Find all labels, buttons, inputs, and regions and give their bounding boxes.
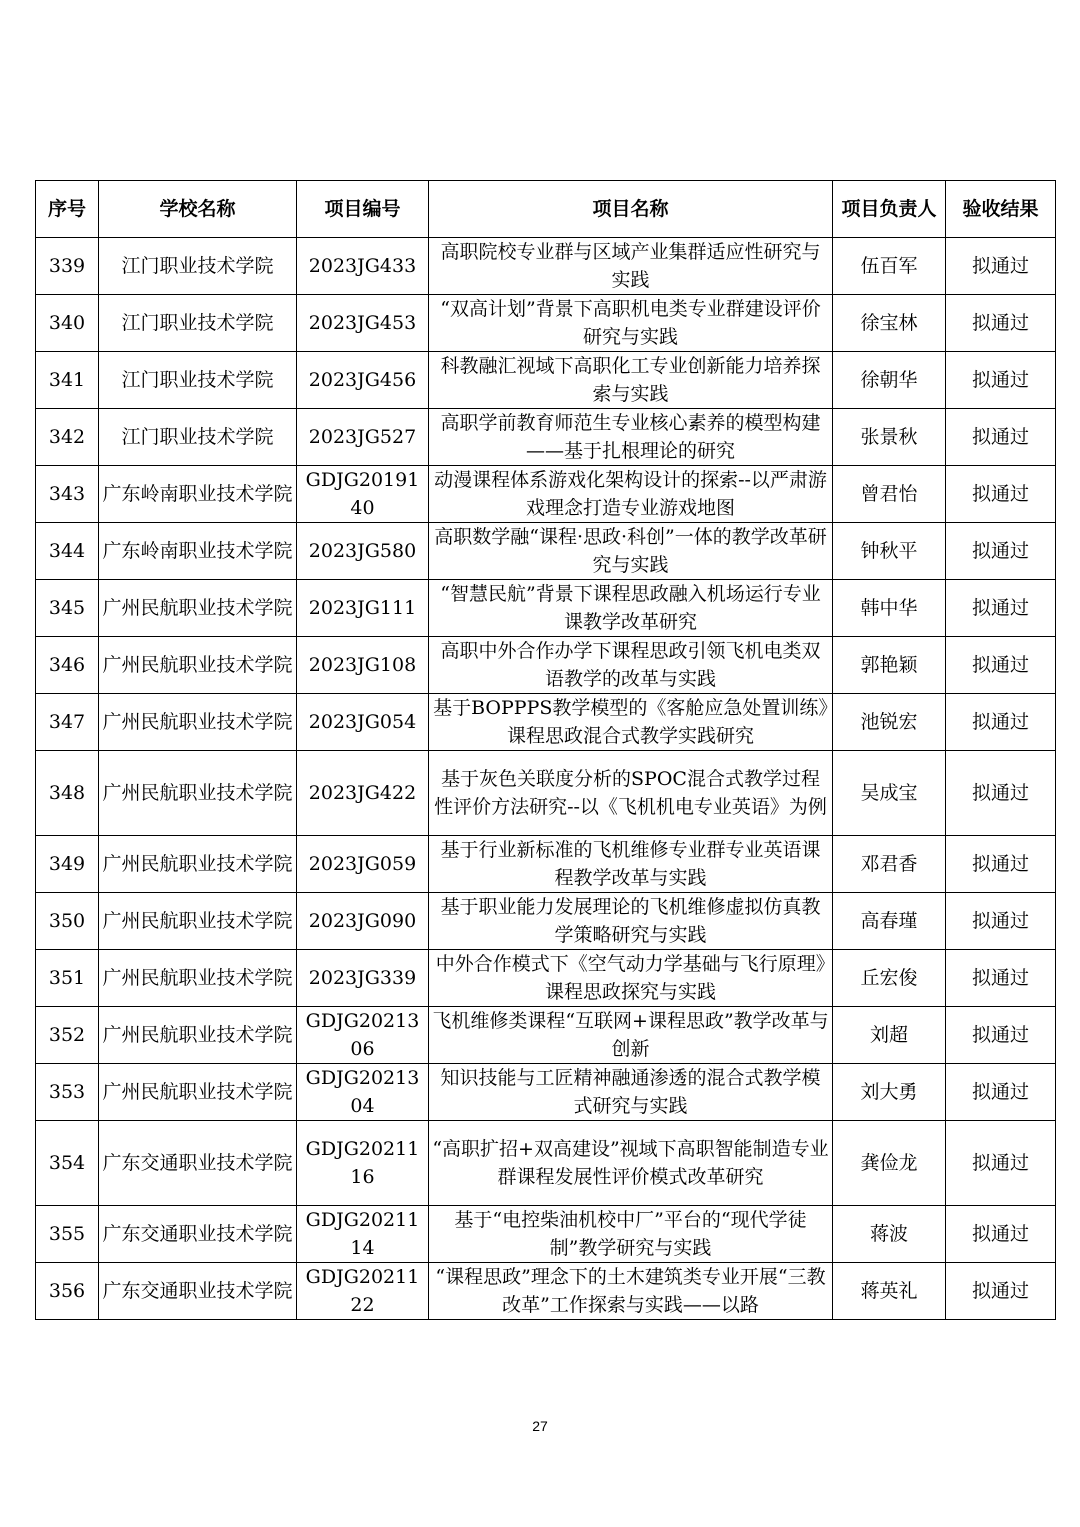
table-row	[36, 950, 1056, 1007]
cell-leader: 刘超	[833, 1007, 946, 1064]
cell-result: 拟通过	[946, 637, 1056, 694]
cell-project: 高职中外合作办学下课程思政引领飞机电类双语教学的改革与实践	[429, 637, 833, 694]
cell-result: 拟通过	[946, 1206, 1056, 1263]
cell-school: 广州民航职业技术学院	[99, 1007, 297, 1064]
cell-result: 拟通过	[946, 836, 1056, 893]
cell-code: 2023JG580	[297, 523, 429, 580]
table-header-row	[36, 181, 1056, 238]
cell-serial: 345	[36, 580, 99, 637]
cell-serial: 348	[36, 751, 99, 836]
cell-code: 2023JG108	[297, 637, 429, 694]
cell-code: 2023JG453	[297, 295, 429, 352]
cell-code: GDJG2019140	[297, 466, 429, 523]
table-row	[36, 238, 1056, 295]
cell-project: “课程思政”理念下的土木建筑类专业开展“三教改革”工作探索与实践——以路	[429, 1263, 833, 1320]
table-row	[36, 893, 1056, 950]
cell-school: 江门职业技术学院	[99, 352, 297, 409]
cell-serial: 350	[36, 893, 99, 950]
cell-school: 广州民航职业技术学院	[99, 580, 297, 637]
cell-project: 基于BOPPPS教学模型的《客舱应急处置训练》课程思政混合式教学实践研究	[429, 694, 833, 751]
cell-result: 拟通过	[946, 1007, 1056, 1064]
cell-result: 拟通过	[946, 238, 1056, 295]
cell-project: 高职院校专业群与区域产业集群适应性研究与实践	[429, 238, 833, 295]
table-row	[36, 637, 1056, 694]
cell-school: 广东交通职业技术学院	[99, 1263, 297, 1320]
cell-code: 2023JG054	[297, 694, 429, 751]
cell-project: “双高计划”背景下高职机电类专业群建设评价研究与实践	[429, 295, 833, 352]
cell-result: 拟通过	[946, 751, 1056, 836]
cell-school: 广州民航职业技术学院	[99, 637, 297, 694]
cell-result: 拟通过	[946, 1121, 1056, 1206]
cell-code: GDJG2021116	[297, 1121, 429, 1206]
cell-project: 基于“电控柴油机校中厂”平台的“现代学徒制”教学研究与实践	[429, 1206, 833, 1263]
cell-school: 广州民航职业技术学院	[99, 893, 297, 950]
cell-school: 江门职业技术学院	[99, 295, 297, 352]
cell-code: GDJG2021306	[297, 1007, 429, 1064]
table-row	[36, 352, 1056, 409]
table-row	[36, 409, 1056, 466]
header-serial-number: 序号	[36, 181, 99, 238]
header-school-name: 学校名称	[99, 181, 297, 238]
cell-leader: 池锐宏	[833, 694, 946, 751]
cell-project: 知识技能与工匠精神融通渗透的混合式教学模式研究与实践	[429, 1064, 833, 1121]
cell-leader: 蒋波	[833, 1206, 946, 1263]
cell-serial: 351	[36, 950, 99, 1007]
cell-leader: 蒋英礼	[833, 1263, 946, 1320]
cell-result: 拟通过	[946, 466, 1056, 523]
cell-code: 2023JG090	[297, 893, 429, 950]
cell-project: 科教融汇视域下高职化工专业创新能力培养探索与实践	[429, 352, 833, 409]
cell-leader: 钟秋平	[833, 523, 946, 580]
cell-result: 拟通过	[946, 352, 1056, 409]
cell-leader: 郭艳颖	[833, 637, 946, 694]
header-project-name: 项目名称	[429, 181, 833, 238]
cell-code: 2023JG433	[297, 238, 429, 295]
table-row	[36, 295, 1056, 352]
cell-school: 广州民航职业技术学院	[99, 836, 297, 893]
cell-serial: 340	[36, 295, 99, 352]
cell-serial: 353	[36, 1064, 99, 1121]
table-row	[36, 466, 1056, 523]
table-row	[36, 1206, 1056, 1263]
cell-code: GDJG2021304	[297, 1064, 429, 1121]
cell-leader: 邓君香	[833, 836, 946, 893]
cell-serial: 339	[36, 238, 99, 295]
cell-project: “智慧民航”背景下课程思政融入机场运行专业课教学改革研究	[429, 580, 833, 637]
cell-result: 拟通过	[946, 295, 1056, 352]
cell-result: 拟通过	[946, 950, 1056, 1007]
cell-project: 中外合作模式下《空气动力学基础与飞行原理》课程思政探究与实践	[429, 950, 833, 1007]
cell-school: 广州民航职业技术学院	[99, 751, 297, 836]
header-project-leader: 项目负责人	[833, 181, 946, 238]
cell-code: 2023JG059	[297, 836, 429, 893]
cell-serial: 343	[36, 466, 99, 523]
cell-serial: 355	[36, 1206, 99, 1263]
cell-code: 2023JG422	[297, 751, 429, 836]
cell-leader: 刘大勇	[833, 1064, 946, 1121]
cell-code: 2023JG339	[297, 950, 429, 1007]
cell-school: 广东交通职业技术学院	[99, 1121, 297, 1206]
cell-code: GDJG2021122	[297, 1263, 429, 1320]
cell-code: 2023JG527	[297, 409, 429, 466]
cell-project: “高职扩招+双高建设”视域下高职智能制造专业群课程发展性评价模式改革研究	[429, 1121, 833, 1206]
cell-result: 拟通过	[946, 523, 1056, 580]
cell-leader: 龚俭龙	[833, 1121, 946, 1206]
header-project-code: 项目编号	[297, 181, 429, 238]
table-row	[36, 751, 1056, 836]
cell-school: 广东岭南职业技术学院	[99, 523, 297, 580]
cell-serial: 344	[36, 523, 99, 580]
cell-code: 2023JG456	[297, 352, 429, 409]
table-row	[36, 836, 1056, 893]
table-row	[36, 1121, 1056, 1206]
cell-serial: 356	[36, 1263, 99, 1320]
cell-project: 基于灰色关联度分析的SPOC混合式教学过程性评价方法研究--以《飞机机电专业英语》为例	[429, 751, 833, 836]
cell-leader: 曾君怡	[833, 466, 946, 523]
cell-project: 基于职业能力发展理论的飞机维修虚拟仿真教学策略研究与实践	[429, 893, 833, 950]
cell-serial: 354	[36, 1121, 99, 1206]
cell-leader: 张景秋	[833, 409, 946, 466]
cell-code: GDJG2021114	[297, 1206, 429, 1263]
cell-project: 飞机维修类课程“互联网+课程思政”教学改革与创新	[429, 1007, 833, 1064]
cell-leader: 徐朝华	[833, 352, 946, 409]
cell-serial: 349	[36, 836, 99, 893]
table-row	[36, 523, 1056, 580]
cell-serial: 346	[36, 637, 99, 694]
cell-result: 拟通过	[946, 1064, 1056, 1121]
cell-school: 广州民航职业技术学院	[99, 1064, 297, 1121]
cell-result: 拟通过	[946, 409, 1056, 466]
cell-project: 动漫课程体系游戏化架构设计的探索--以严肃游戏理念打造专业游戏地图	[429, 466, 833, 523]
cell-result: 拟通过	[946, 580, 1056, 637]
cell-school: 广州民航职业技术学院	[99, 950, 297, 1007]
cell-school: 江门职业技术学院	[99, 238, 297, 295]
cell-leader: 韩中华	[833, 580, 946, 637]
cell-school: 广东交通职业技术学院	[99, 1206, 297, 1263]
cell-result: 拟通过	[946, 1263, 1056, 1320]
cell-leader: 吴成宝	[833, 751, 946, 836]
table-row	[36, 580, 1056, 637]
header-acceptance-result: 验收结果	[946, 181, 1056, 238]
cell-school: 江门职业技术学院	[99, 409, 297, 466]
cell-project: 高职数学融“课程·思政·科创”一体的教学改革研究与实践	[429, 523, 833, 580]
page-number: 27	[532, 1418, 548, 1434]
cell-serial: 352	[36, 1007, 99, 1064]
cell-serial: 341	[36, 352, 99, 409]
cell-result: 拟通过	[946, 893, 1056, 950]
table-row	[36, 1064, 1056, 1121]
cell-leader: 丘宏俊	[833, 950, 946, 1007]
cell-project: 基于行业新标准的飞机维修专业群专业英语课程教学改革与实践	[429, 836, 833, 893]
table-row	[36, 1263, 1056, 1320]
cell-serial: 347	[36, 694, 99, 751]
cell-project: 高职学前教育师范生专业核心素养的模型构建——基于扎根理论的研究	[429, 409, 833, 466]
cell-leader: 徐宝林	[833, 295, 946, 352]
cell-result: 拟通过	[946, 694, 1056, 751]
cell-school: 广东岭南职业技术学院	[99, 466, 297, 523]
cell-serial: 342	[36, 409, 99, 466]
table-row	[36, 1007, 1056, 1064]
table-row	[36, 694, 1056, 751]
cell-leader: 高春瑾	[833, 893, 946, 950]
cell-code: 2023JG111	[297, 580, 429, 637]
cell-school: 广州民航职业技术学院	[99, 694, 297, 751]
project-acceptance-table	[35, 180, 1056, 1320]
cell-leader: 伍百军	[833, 238, 946, 295]
